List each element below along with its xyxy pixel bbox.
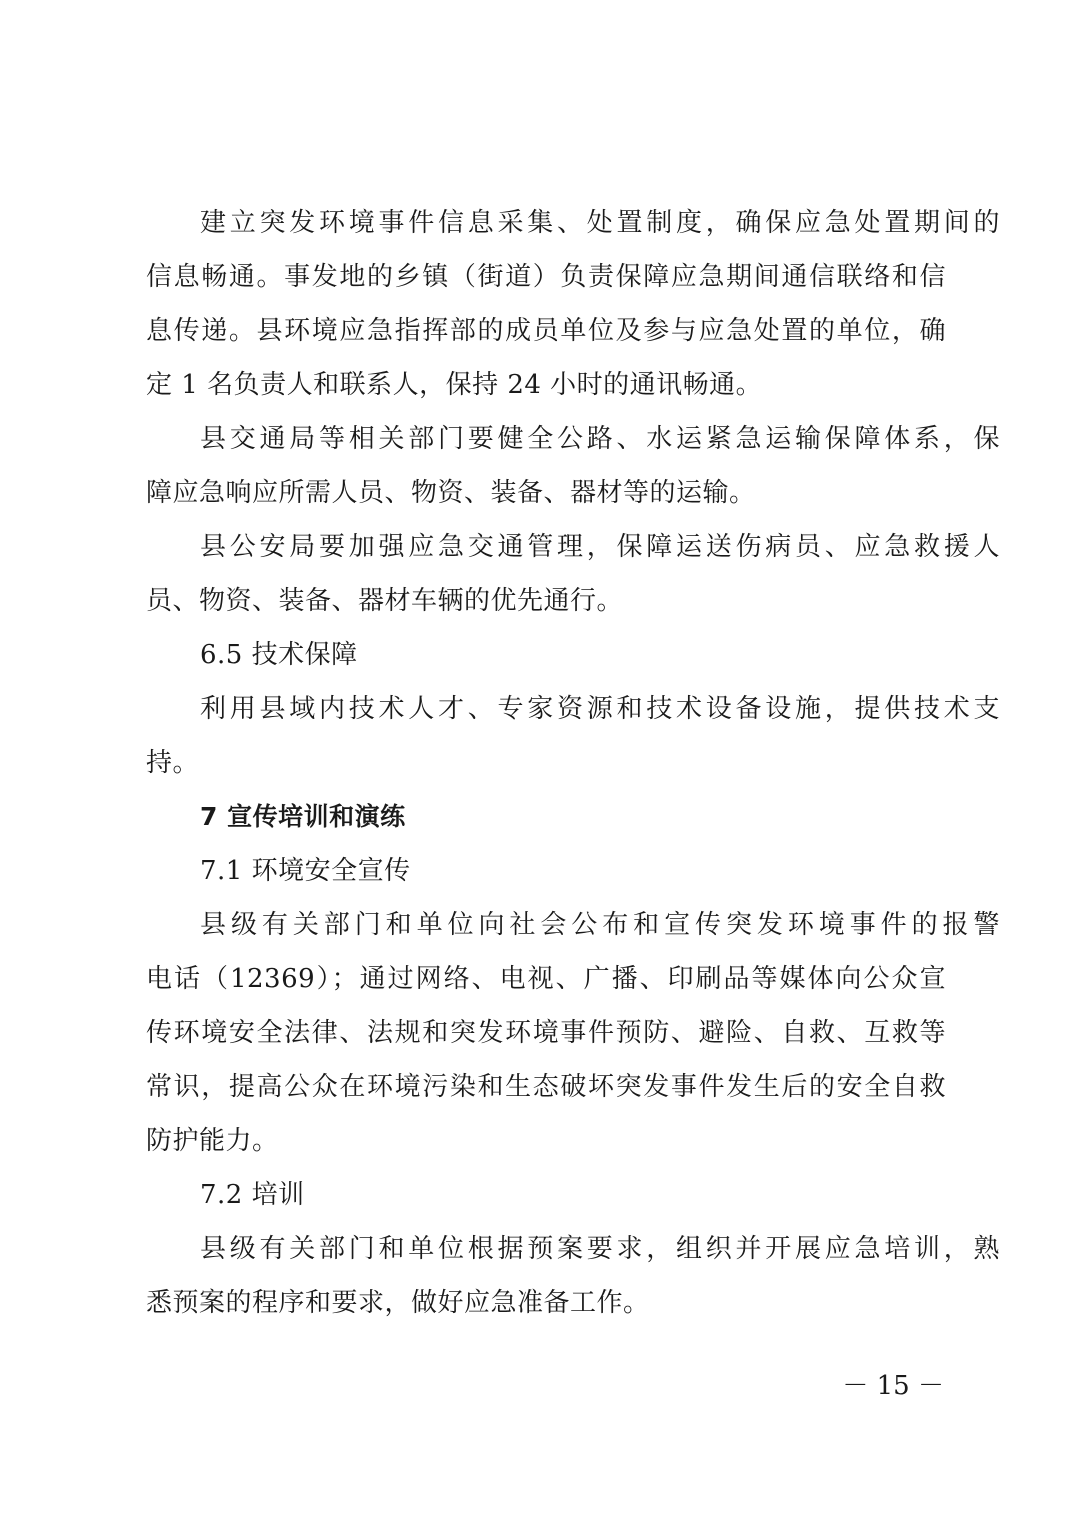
section-heading: 6.5 技术保障 xyxy=(200,640,358,670)
paragraph-line: 员、物资、装备、器材车辆的优先通行。 xyxy=(146,586,624,616)
page-number: － 15 － xyxy=(842,1371,944,1401)
section-heading: 7.2 培训 xyxy=(200,1180,305,1210)
paragraph-line: 县级有关部门和单位根据预案要求，组织并开展应急培训，熟 xyxy=(200,1234,1000,1264)
paragraph-line: 持。 xyxy=(146,748,200,778)
paragraph-line: 利用县域内技术人才、专家资源和技术设备设施，提供技术支 xyxy=(200,694,1000,724)
paragraph-line: 常识，提高公众在环境污染和生态破坏突发事件发生后的安全自救 xyxy=(146,1072,946,1102)
paragraph-line: 悉预案的程序和要求，做好应急准备工作。 xyxy=(146,1288,650,1318)
paragraph-line: 建立突发环境事件信息采集、处置制度，确保应急处置期间的 xyxy=(200,208,1000,238)
paragraph-line: 定 1 名负责人和联系人，保持 24 小时的通讯畅通。 xyxy=(146,370,763,400)
paragraph-line: 县交通局等相关部门要健全公路、水运紧急运输保障体系，保 xyxy=(200,424,1000,454)
section-heading: 7.1 环境安全宣传 xyxy=(200,856,411,886)
paragraph-line: 障应急响应所需人员、物资、装备、器材等的运输。 xyxy=(146,478,756,508)
paragraph-line: 防护能力。 xyxy=(146,1126,279,1156)
paragraph-line: 县公安局要加强应急交通管理，保障运送伤病员、应急救援人 xyxy=(200,532,1000,562)
paragraph-line: 信息畅通。事发地的乡镇（街道）负责保障应急期间通信联络和信 xyxy=(146,262,946,292)
paragraph-line: 电话（12369）；通过网络、电视、广播、印刷品等媒体向公众宣 xyxy=(146,964,946,994)
paragraph-line: 县级有关部门和单位向社会公布和宣传突发环境事件的报警 xyxy=(200,910,1000,940)
paragraph-line: 息传递。县环境应急指挥部的成员单位及参与应急处置的单位，确 xyxy=(146,316,946,346)
chapter-heading: 7 宣传培训和演练 xyxy=(200,802,406,831)
paragraph-line: 传环境安全法律、法规和突发环境事件预防、避险、自救、互救等 xyxy=(146,1018,946,1048)
